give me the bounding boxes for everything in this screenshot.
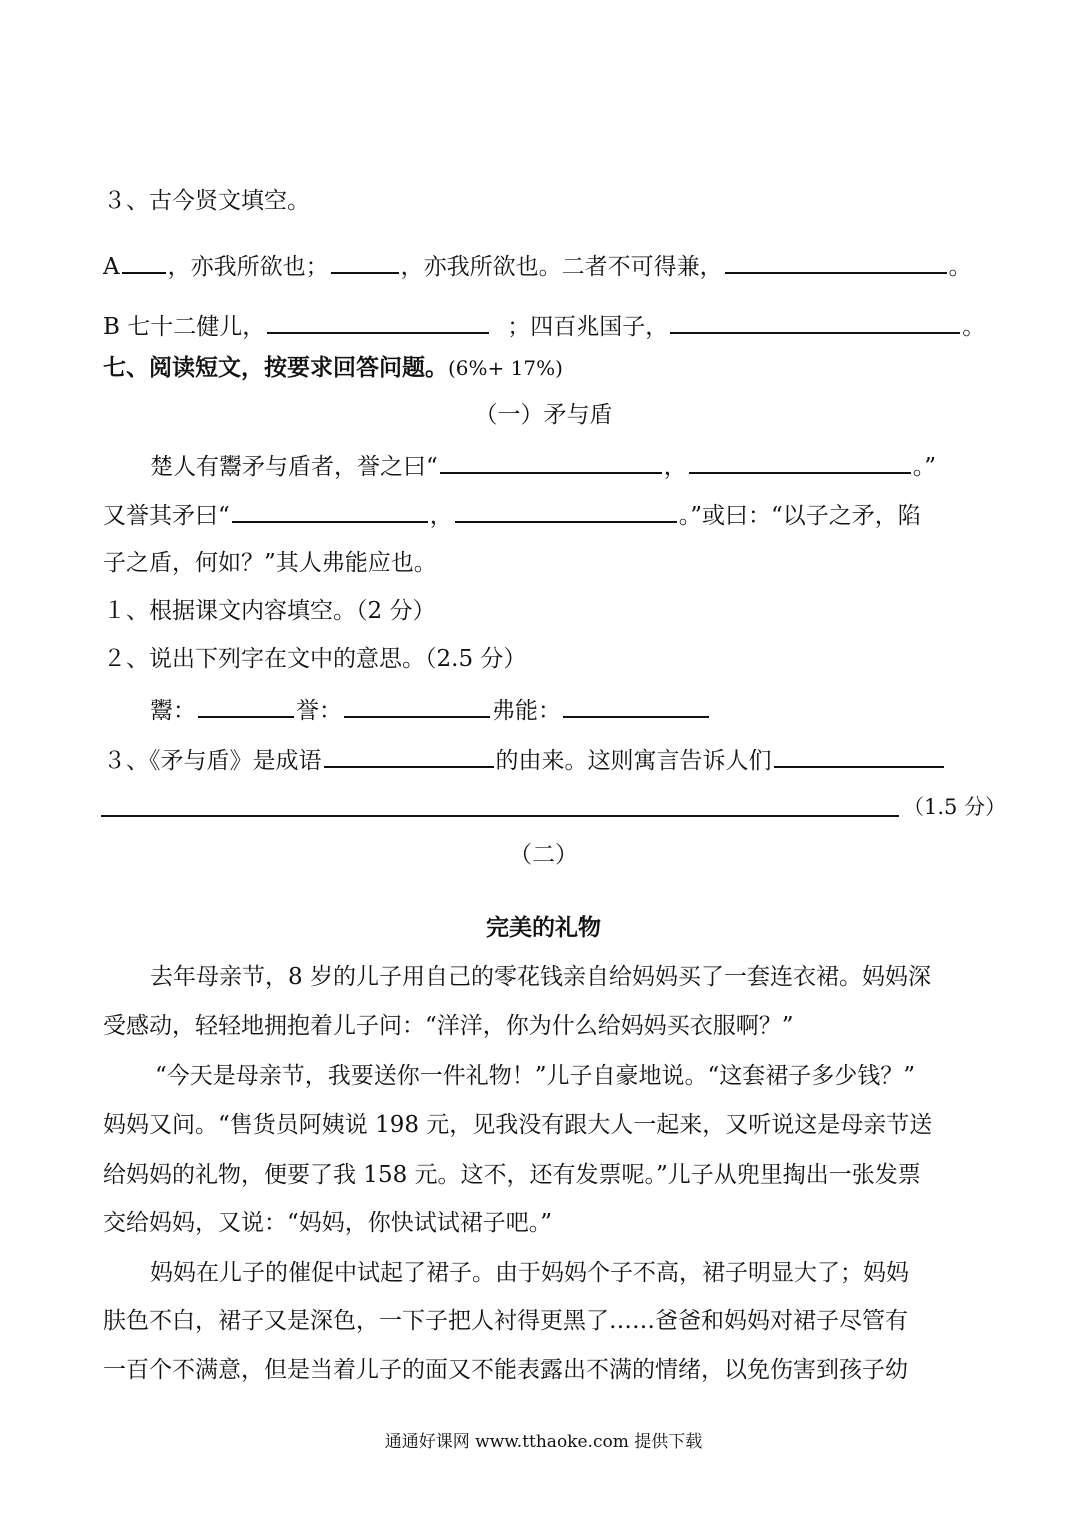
passage-text: ， <box>429 503 453 529</box>
fill-blank[interactable] <box>563 694 709 718</box>
story-title: 完美的礼物 <box>486 914 601 941</box>
fill-blank[interactable] <box>122 250 166 274</box>
fill-blank[interactable] <box>725 250 947 274</box>
story-line: “今天是母亲节，我要送你一件礼物！”儿子自豪地说。“这套裙子多少钱？” <box>155 1063 916 1089</box>
passage-line-1 <box>150 450 936 482</box>
section-7-score: (6%+ 17%) <box>448 356 563 380</box>
story-line: 受感动，轻轻地拥抱着儿子问：“洋洋，你为什么给妈妈买衣服啊？” <box>103 1013 794 1039</box>
fill-blank[interactable] <box>324 744 494 768</box>
answer-line[interactable] <box>101 815 899 817</box>
story-line: 妈妈又问。“售货员阿姨说 198 元，见我没有跟大人一起来，又听说这是母亲节送 <box>103 1112 933 1138</box>
q3-title: ３、古今贤文填空。 <box>103 188 310 214</box>
passage-text: 楚人有鬻矛与盾者，誉之曰“ <box>150 454 438 480</box>
fill-blank[interactable] <box>670 310 960 334</box>
q3b-end: 。 <box>962 314 986 340</box>
fill-blank[interactable] <box>440 450 662 474</box>
story-line: 肤色不白，裙子又是深色，一下子把人衬得更黑了……爸爸和妈妈对裙子尽管有 <box>103 1308 908 1334</box>
passage-text: 。” <box>912 454 937 480</box>
q3b-text-1: ；四百兆国子， <box>507 314 669 340</box>
fill-blank[interactable] <box>689 450 911 474</box>
fill-blank[interactable] <box>198 694 294 718</box>
part1-question-2-items <box>150 694 711 726</box>
item-label: 鬻： <box>150 698 196 724</box>
page-footer: 通通好课网 www.tthaoke.com 提供下载 <box>384 1432 703 1452</box>
part1-question-1: １、根据课文内容填空。（2 分） <box>103 598 436 624</box>
item-label: 誉： <box>296 698 342 724</box>
q3b-prefix: B 七十二健儿， <box>103 314 266 340</box>
q3b-line <box>103 310 985 342</box>
passage-line-3: 子之盾，何如？”其人弗能应也。 <box>103 550 437 576</box>
passage-text: 。”或曰：“以子之矛，陷 <box>678 503 921 529</box>
fill-blank[interactable] <box>344 694 490 718</box>
story-line: 去年母亲节，8 岁的儿子用自己的零花钱亲自给妈妈买了一套连衣裙。妈妈深 <box>150 964 931 990</box>
part1-question-3-score: （1.5 分） <box>903 795 1007 819</box>
fill-blank[interactable] <box>267 310 489 334</box>
story-line: 交给妈妈，又说：“妈妈，你快试试裙子吧。” <box>103 1210 553 1236</box>
story-line: 给妈妈的礼物，便要了我 158 元。这不，还有发票呢。”儿子从兜里掏出一张发票 <box>103 1162 921 1188</box>
question-text: ３、《矛与盾》是成语 <box>103 748 322 774</box>
part1-question-2: ２、说出下列字在文中的意思。（2.5 分） <box>103 646 527 672</box>
passage-text: ， <box>663 454 687 480</box>
story-line: 一百个不满意，但是当着儿子的面又不能表露出不满的情绪，以免伤害到孩子幼 <box>103 1357 908 1383</box>
fill-blank[interactable] <box>331 250 399 274</box>
question-text: 的由来。这则寓言告诉人们 <box>495 748 772 774</box>
q3a-end: 。 <box>948 254 972 280</box>
item-label: 弗能： <box>492 698 561 724</box>
q3a-line <box>103 250 972 282</box>
story-line: 妈妈在儿子的催促中试起了裙子。由于妈妈个子不高，裙子明显大了；妈妈 <box>150 1260 909 1286</box>
part1-heading: （一）矛与盾 <box>474 402 613 428</box>
passage-text: 又誉其矛曰“ <box>103 503 230 529</box>
q3a-prefix: A <box>103 254 120 280</box>
section-7-title: 七、阅读短文，按要求回答问题。 <box>103 354 448 381</box>
section-7-heading <box>103 353 563 383</box>
q3a-text-1: ，亦我所欲也； <box>167 254 329 280</box>
q3a-text-2: ，亦我所欲也。二者不可得兼， <box>400 254 723 280</box>
fill-blank[interactable] <box>455 499 677 523</box>
part2-heading: （二） <box>509 842 578 868</box>
part1-question-3 <box>103 744 946 776</box>
passage-line-2 <box>103 499 921 531</box>
fill-blank[interactable] <box>232 499 428 523</box>
fill-blank[interactable] <box>774 744 944 768</box>
